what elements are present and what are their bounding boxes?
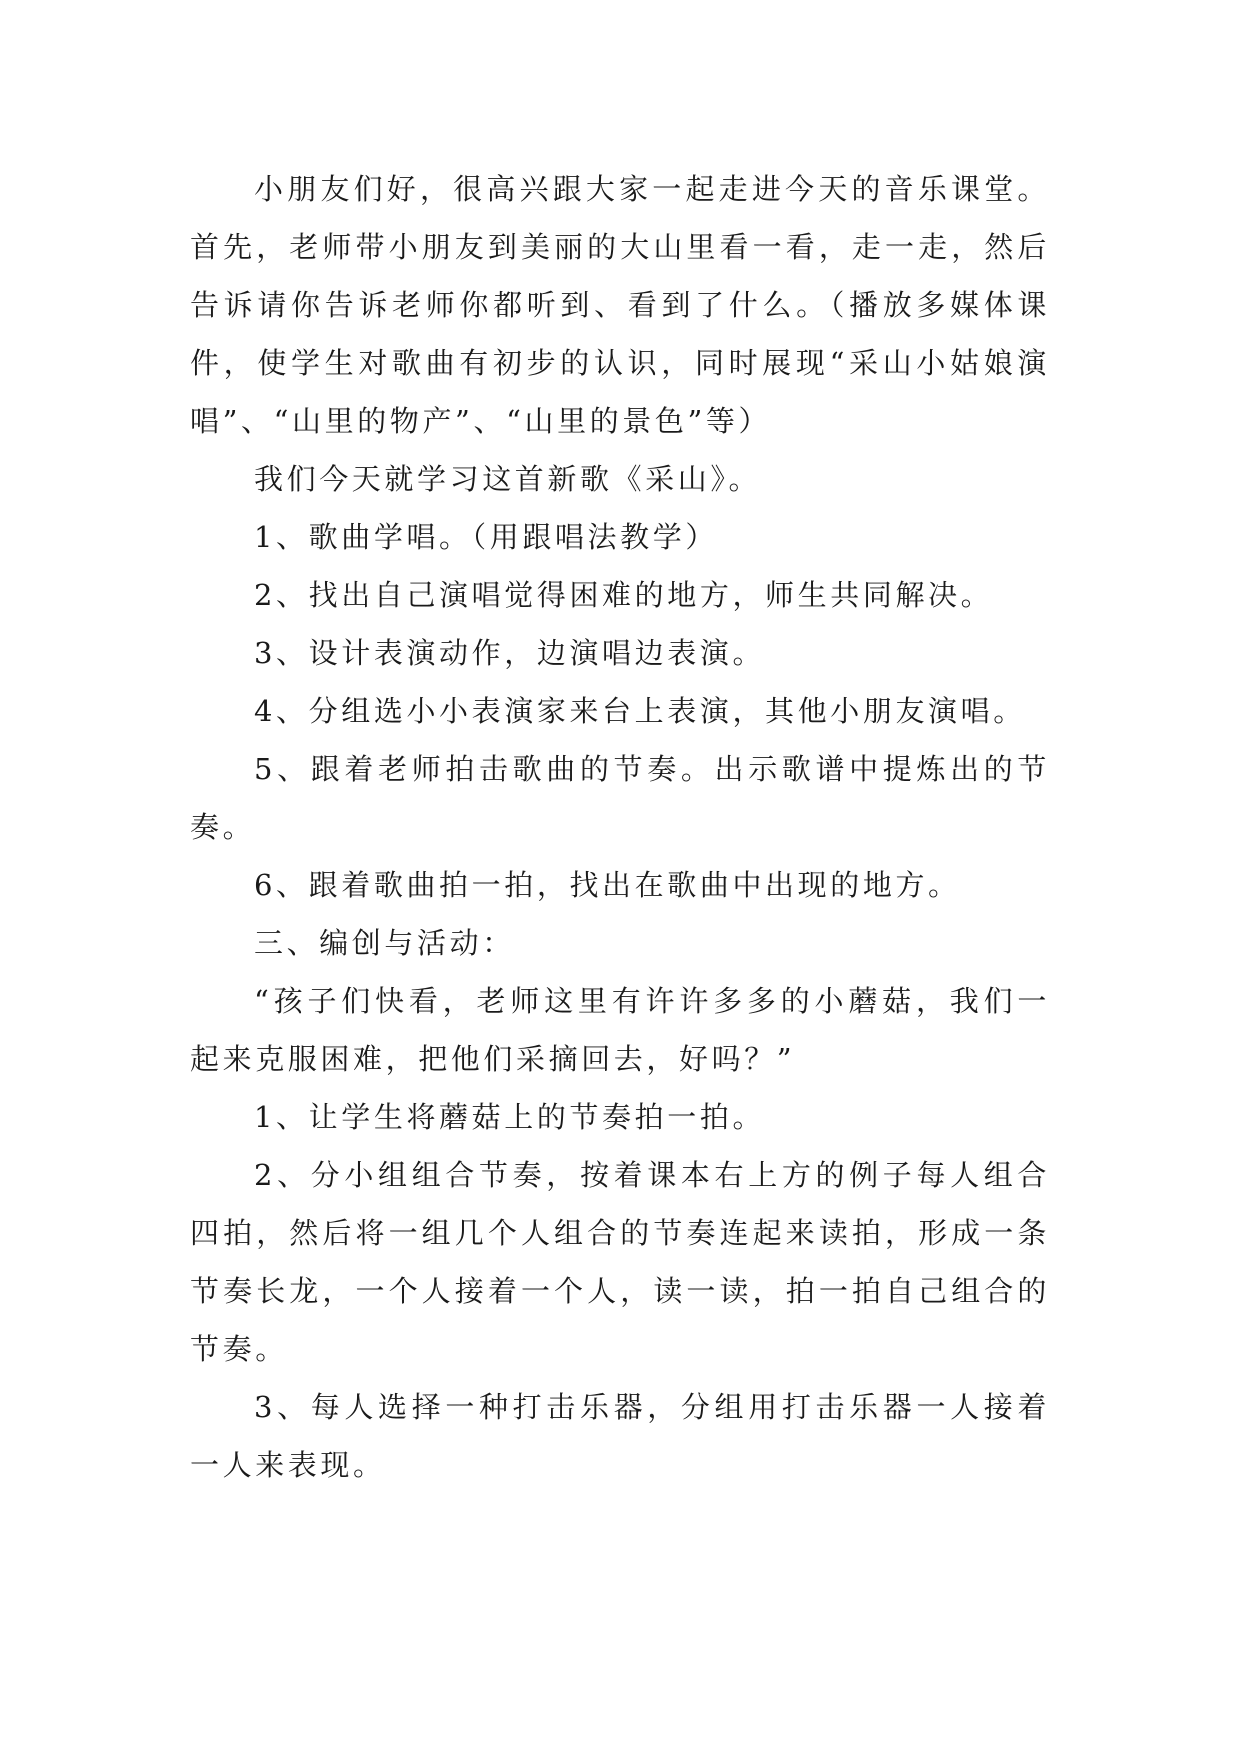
section-heading: 三、编创与活动： xyxy=(254,926,515,960)
list-item: 6、跟着歌曲拍一拍，找出在歌曲中出现的地方。 xyxy=(254,868,961,902)
paragraph-quote: “孩子们快看，老师这里有许许多多的小蘑菇，我们一起来克服困难，把他们采摘回去，好吗？” xyxy=(190,984,1050,1076)
list-item: 3、每人选择一种打击乐器，分组用打击乐器一人接着一人来表现。 xyxy=(190,1390,1050,1482)
paragraph-intro: 小朋友们好，很高兴跟大家一起走进今天的音乐课堂。首先，老师带小朋友到美丽的大山里看一看，走一走，然后告诉请你告诉老师你都听到、看到了什么。（播放多媒体课件，使学生对歌曲有初步的认识，同时展现“采山小姑娘演唱”、“山里的物产”、“山里的景色”等） xyxy=(190,172,1050,438)
list-item: 2、分小组组合节奏，按着课本右上方的例子每人组合四拍，然后将一组几个人组合的节奏连起来读拍，形成一条节奏长龙，一个人接着一个人，读一读，拍一拍自己组合的节奏。 xyxy=(190,1158,1050,1366)
list-item: 1、歌曲学唱。（用跟唱法教学） xyxy=(254,520,718,554)
list-item: 5、跟着老师拍击歌曲的节奏。出示歌谱中提炼出的节奏。 xyxy=(190,752,1050,844)
document-body xyxy=(190,160,1050,1494)
list-item: 2、找出自己演唱觉得困难的地方，师生共同解决。 xyxy=(254,578,994,612)
list-item: 4、分组选小小表演家来台上表演，其他小朋友演唱。 xyxy=(254,694,1026,728)
paragraph-new-song: 我们今天就学习这首新歌《采山》。 xyxy=(254,462,762,496)
list-item: 3、设计表演动作，边演唱边表演。 xyxy=(254,636,766,670)
list-item: 1、让学生将蘑菇上的节奏拍一拍。 xyxy=(254,1100,766,1134)
